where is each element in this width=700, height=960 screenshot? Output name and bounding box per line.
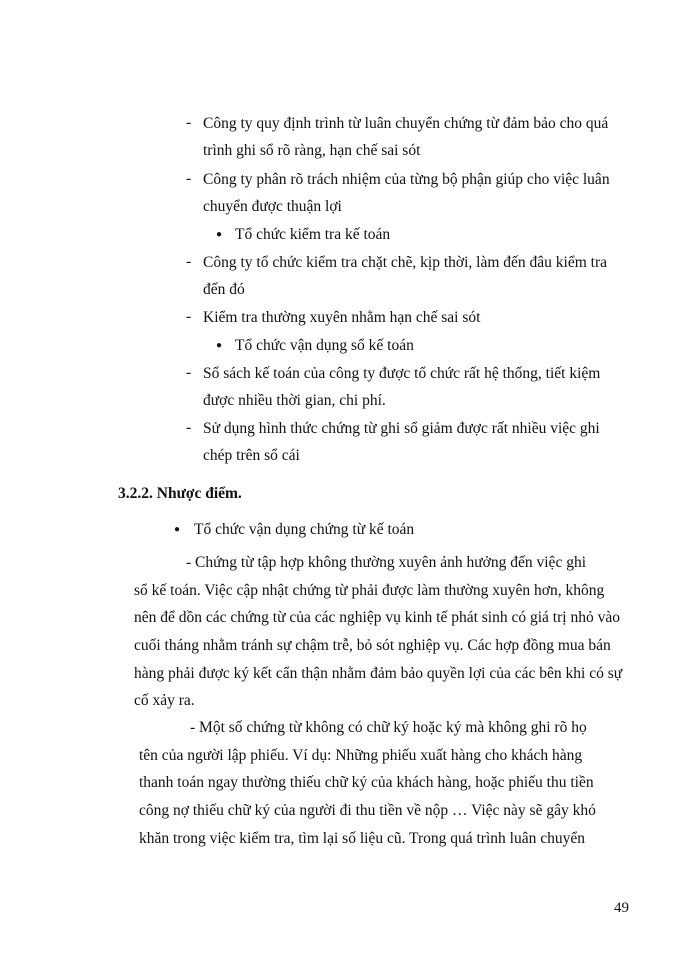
paragraph-line: cuối tháng nhằm tránh sự chậm trễ, bỏ sót nghiệp vụ. Các hợp đồng mua bán — [134, 637, 611, 654]
list-dash: - — [186, 364, 192, 381]
paragraph-line: cố xảy ra. — [134, 692, 195, 709]
bullet-icon: ● — [216, 229, 223, 240]
list-dash: - — [186, 308, 192, 325]
list-item-line: trình ghi sổ rõ ràng, hạn chế sai sót — [203, 142, 421, 159]
paragraph-line: hàng phải được ký kết cẩn thận nhằm đảm bảo quyền lợi của các bên khi có sự — [134, 665, 623, 682]
page-number: 49 — [614, 900, 629, 916]
bullet-icon: ● — [174, 524, 181, 535]
bullet-icon: ● — [216, 340, 223, 351]
subheading-bullet: Tổ chức vận dụng chứng từ kế toán — [194, 521, 415, 538]
paragraph-line: - Một số chứng từ không có chữ ký hoặc ký mà không ghi rõ họ — [190, 719, 587, 736]
paragraph-line: - Chứng từ tập hợp không thường xuyên ảnh hưởng đến việc ghi — [186, 554, 587, 571]
list-item-line: chuyển được thuận lợi — [203, 198, 342, 215]
list-dash: - — [186, 253, 192, 270]
list-item-line: Công ty tổ chức kiểm tra chặt chẽ, kịp thời, làm đến đâu kiểm tra — [203, 254, 607, 271]
paragraph-line: sổ kế toán. Việc cập nhật chứng từ phải được làm thường xuyên hơn, không — [134, 582, 605, 599]
list-item-line: Công ty phân rõ trách nhiệm của từng bộ phận giúp cho việc luân — [203, 171, 610, 188]
paragraph-line: tên của người lập phiếu. Ví dụ: Những phiếu xuất hàng cho khách hàng — [139, 747, 583, 764]
paragraph-line: thanh toán ngay thường thiếu chữ ký của khách hàng, hoặc phiếu thu tiền — [139, 774, 594, 791]
list-item-line: Sổ sách kế toán của công ty được tổ chức rất hệ thống, tiết kiệm — [203, 365, 601, 382]
list-item-line: Kiểm tra thường xuyên nhằm hạn chế sai sót — [203, 309, 481, 326]
list-dash: - — [186, 419, 192, 436]
list-item-line: Công ty quy định trình từ luân chuyển chứng từ đảm bảo cho quá — [203, 115, 609, 132]
list-item-line: được nhiều thời gian, chi phí. — [203, 392, 386, 409]
paragraph-line: khăn trong việc kiểm tra, tìm lại số liệu cũ. Trong quá trình luân chuyển — [139, 830, 585, 847]
subheading-bullet: Tổ chức vận dụng sổ kế toán — [235, 337, 414, 354]
section-heading: 3.2.2. Nhược điểm. — [118, 485, 242, 502]
paragraph-line: công nợ thiếu chữ ký của người đi thu tiền về nộp … Việc này sẽ gây khó — [139, 802, 596, 819]
list-item-line: Sử dụng hình thức chứng từ ghi sổ giảm được rất nhiều việc ghi — [203, 420, 600, 437]
list-item-line: chép trên sổ cái — [203, 447, 300, 464]
paragraph-line: nên để dồn các chứng từ của các nghiệp vụ kinh tế phát sinh có giá trị nhỏ vào — [134, 609, 620, 626]
list-dash: - — [186, 170, 192, 187]
list-item-line: đến đó — [203, 281, 245, 298]
subheading-bullet: Tổ chức kiểm tra kế toán — [235, 226, 391, 243]
list-dash: - — [186, 114, 192, 131]
